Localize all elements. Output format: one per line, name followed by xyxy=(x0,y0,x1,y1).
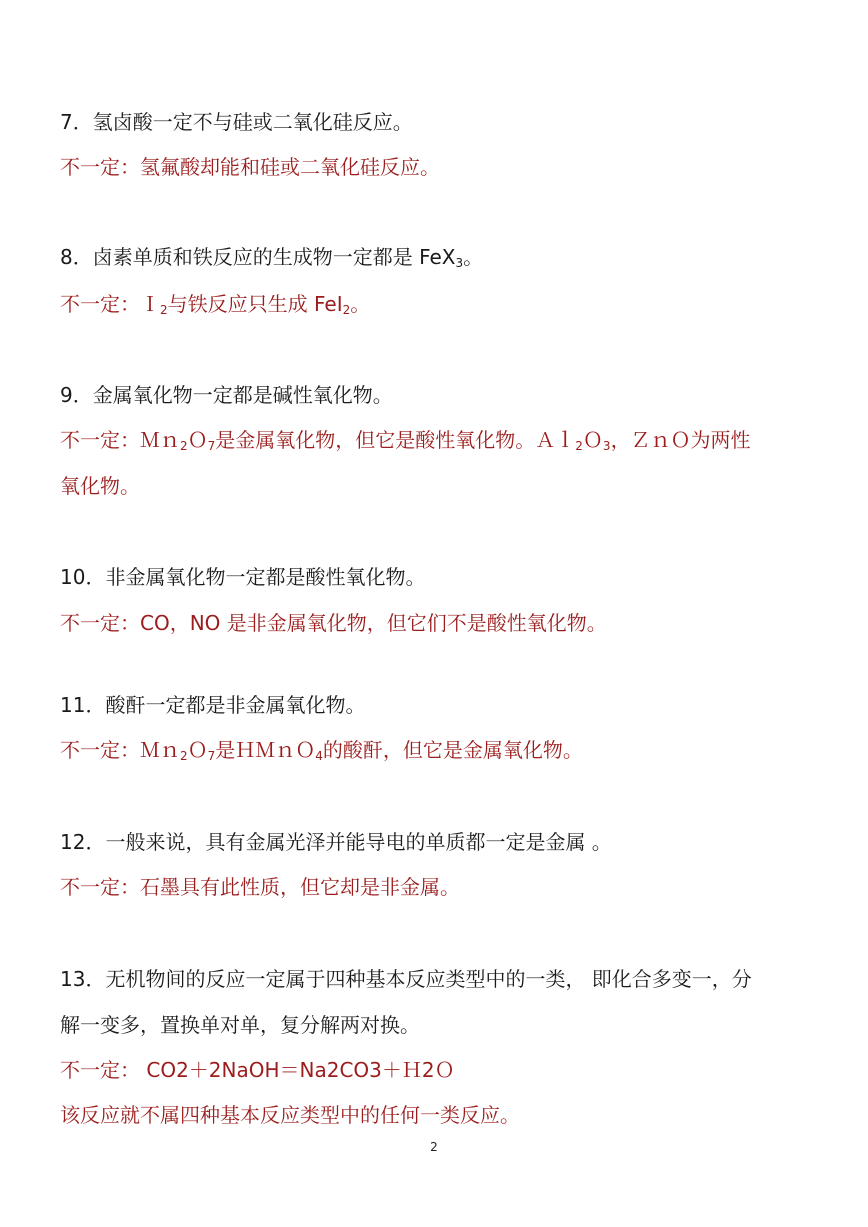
question-11: 11．酸酐一定都是非金属氧化物。 xyxy=(60,693,366,717)
page-number: 2 xyxy=(430,1140,438,1154)
answer-9-line-1: 不一定：Ｍｎ$_2$Ｏ$_7$是金属氧化物，但它是酸性氧化物。Ａｌ$_2$Ｏ$_3$，ＺｎＯ为两性 xyxy=(60,428,751,453)
question-9: 9．金属氧化物一定都是碱性氧化物。 xyxy=(60,383,393,407)
answer-13-line-1: 不一定： CO2＋2NaOH＝Na2CO3＋Ｈ2Ｏ xyxy=(60,1058,455,1082)
question-7: 7．氢卤酸一定不与硅或二氧化硅反应。 xyxy=(60,110,413,134)
answer-9-line-2: 氧化物。 xyxy=(60,474,140,498)
answer-10: 不一定：CO，NO 是非金属氧化物，但它们不是酸性氧化物。 xyxy=(60,611,607,635)
question-8: 8．卤素单质和铁反应的生成物一定都是 FeX$_3$。 xyxy=(60,245,484,270)
answer-12: 不一定：石墨具有此性质，但它却是非金属。 xyxy=(60,875,460,899)
question-10: 10．非金属氧化物一定都是酸性氧化物。 xyxy=(60,565,426,589)
answer-11: 不一定：Ｍｎ$_2$Ｏ$_7$是ＨＭｎＯ$_4$的酸酐，但它是金属氧化物。 xyxy=(60,738,583,763)
answer-8: 不一定：Ｉ$_2$与铁反应只生成 FeI$_2$。 xyxy=(60,292,371,317)
answer-7: 不一定：氢氟酸却能和硅或二氧化硅反应。 xyxy=(60,155,440,179)
question-13-line-1: 13．无机物间的反应一定属于四种基本反应类型中的一类， 即化合多变一，分 xyxy=(60,967,752,991)
question-13-line-2: 解一变多，置换单对单，复分解两对换。 xyxy=(60,1013,420,1037)
answer-13-line-2: 该反应就不属四种基本反应类型中的任何一类反应。 xyxy=(60,1103,520,1127)
question-12: 12．一般来说，具有金属光泽并能导电的单质都一定是金属 。 xyxy=(60,830,612,854)
